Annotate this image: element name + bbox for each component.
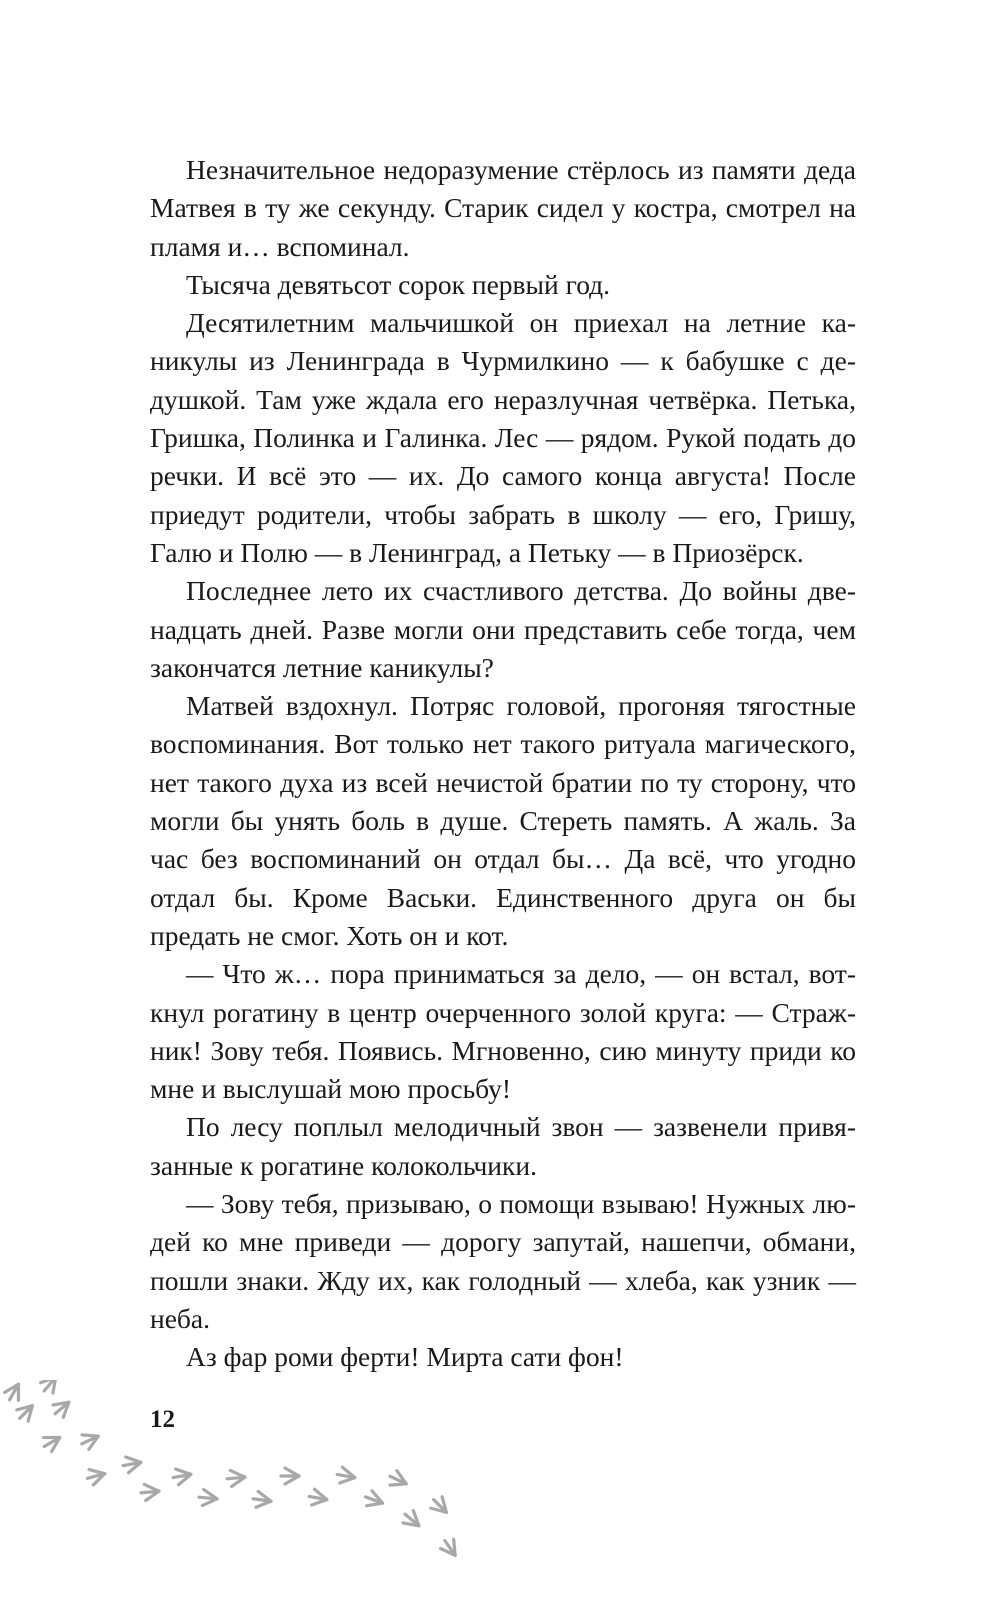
paragraph: Аз фар роми ферти! Мирта сати фон! [186, 1341, 624, 1373]
paragraph: Незначительное недоразумение стёрлось из памяти деда Матвея в ту же секунду. Старик сидел у костра, смотрел на пламя и… вспоминал. [150, 154, 856, 262]
page-number: 12 [150, 1406, 175, 1433]
paragraph: Тысяча девятьсот сорок первый год. [186, 268, 611, 300]
paragraph: Матвей вздохнул. Потряс головой, прогоняя тягостные воспоминания. Вот только нет такого ритуала магического, нет такого духа из всей нечистой братии по ту сторону, что могли бы унять боль в душе. Стереть память. А жаль. За час без воспоминаний он отдал бы… Да всё, что угодно отдал бы. Кроме Васьки. Единственного друга он бы предать не смог. Хоть он и кот. [150, 690, 856, 951]
bird-footprints-icon [0, 1380, 500, 1616]
paragraph: — Что ж… пора приниматься за дело, — он встал, воткнул рогатину в центр очерченного золой круга: — Стражник! Зову тебя. Появись. Мгновенно, сию минуту приди ко мне и выслушай мою просьбу! [150, 958, 856, 1105]
paragraph: Последнее лето их счастливого детства. До войны двенадцать дней. Разве могли они представить себе тогда, чем закончатся летние каникулы? [150, 575, 856, 683]
body-text [150, 151, 856, 1377]
paragraph: — Зову тебя, призываю, о помощи взываю! Нужных людей ко мне приведи — дорогу запутай, нашепчи, обмани, пошли знаки. Жду их, как голодный — хлеба, как узник — неба. [150, 1188, 856, 1334]
paragraph: Десятилетним мальчишкой он приехал на летние каникулы из Ленинграда в Чурмилкино — к бабушке с дедушкой. Там уже ждала его неразлучная четвёрка. Петька, Гришка, Полинка и Галинка. Лес — рядом. Рукой подать до речки. И всё это — их. До самого конца августа! После приедут родители, чтобы забрать в школу — его, Гришу, Галю и Полю — в Ленинград, а Петьку — в Приозёрск. [150, 307, 856, 568]
paragraph: По лесу поплыл мелодичный звон — зазвенели привязанные к рогатине колокольчики. [150, 1111, 856, 1181]
